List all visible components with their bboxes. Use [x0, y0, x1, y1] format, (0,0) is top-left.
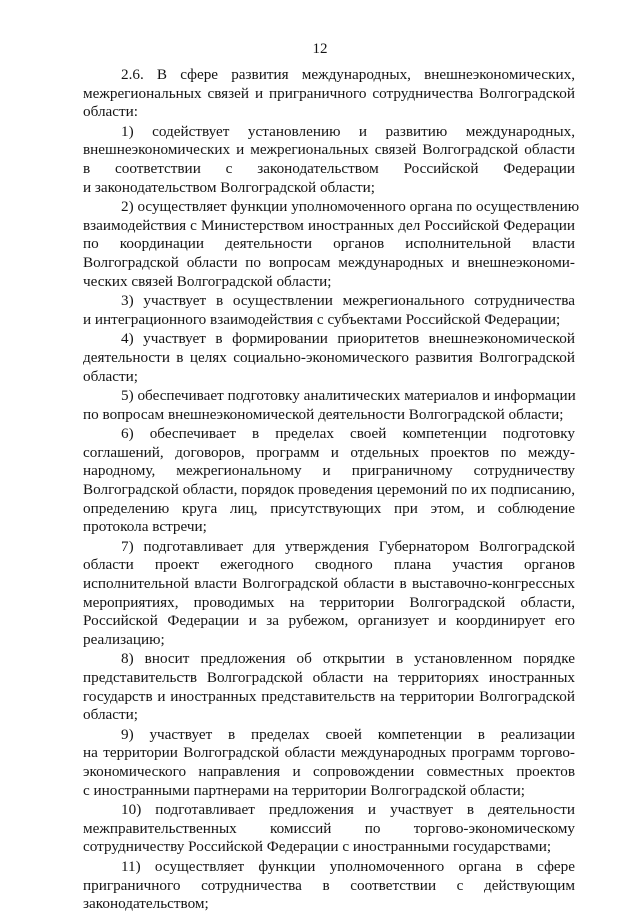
paragraph-line: сотрудничеству Российской Федерации с иностранными государствами; [83, 838, 552, 856]
paragraph-line: и интеграционного взаимодействия с субъектами Российской Федерации; [83, 310, 561, 328]
paragraph-line: по координации деятельности органов исполнительной власти [83, 235, 575, 253]
paragraph-line: 10) подготавливает предложения и участвует в деятельности [121, 801, 575, 819]
paragraph-line: на территории Волгоградской области международных программ торгово- [83, 744, 575, 762]
paragraph-line: представительств Волгоградской области на территориях иностранных [83, 669, 575, 686]
paragraph-line: 3) участвует в осуществлении межрегионального сотрудничества [121, 292, 575, 310]
paragraph-line: Волгоградской области, порядок проведения церемоний по их подписанию, [83, 481, 575, 499]
paragraph-line: в соответствии с законодательством Российской Федерации [83, 159, 575, 177]
paragraph-line: по вопросам внешнеэкономической деятельности Волгоградской области; [83, 405, 564, 423]
paragraph-line: Российской Федерации и за рубежом, организует и координирует его [83, 612, 575, 630]
paragraph-11 [83, 801, 575, 857]
paragraph-line: Волгоградской области по вопросам международных и внешнеэкономи- [83, 253, 575, 271]
paragraph-9 [83, 650, 575, 724]
paragraph-line: 2) осуществляет функции уполномоченного органа по осуществлению [121, 198, 580, 216]
paragraph-line: области: [83, 103, 138, 121]
paragraph-line: приграничного сотрудничества в соответствии с действующим [83, 876, 575, 894]
paragraph-6 [83, 387, 575, 424]
paragraph-line: реализацию; [83, 630, 165, 648]
paragraph-line: межправительственных комиссий по торгово-экономическому [83, 819, 575, 837]
paragraph-line: 4) участвует в формировании приоритетов внешнеэкономической [121, 330, 575, 348]
paragraph-line: соглашений, договоров, программ и отдельных проектов по между- [83, 443, 575, 461]
paragraph-10 [83, 726, 575, 800]
paragraph-line: ческих связей Волгоградской области; [83, 272, 332, 290]
paragraph-line: 9) участвует в пределах своей компетенции в реализации [121, 725, 575, 743]
paragraph-line: определению круга лиц, присутствующих при этом, и соблюдение [83, 499, 575, 517]
page-number: 12 [312, 41, 328, 57]
paragraph-line: 5) обеспечивает подготовку аналитических материалов и информации [121, 387, 576, 405]
paragraph-line: и законодательством Волгоградской области; [83, 178, 375, 196]
paragraph-12 [83, 858, 575, 914]
paragraph-8 [83, 538, 575, 650]
paragraph-line: области; [83, 706, 138, 724]
paragraph-line: мероприятиях, проводимых на территории Волгоградской области, [83, 593, 575, 611]
paragraph-line: 1) содействует установлению и развитию международных, [121, 122, 575, 140]
paragraph-line: экономического направления и сопровождении совместных проектов [83, 762, 575, 780]
paragraph-line: законодательством; [83, 895, 209, 913]
paragraph-3 [83, 198, 580, 291]
paragraph-1 [83, 66, 575, 122]
paragraph-line: деятельности в целях социально-экономического развития Волгоградской [83, 348, 575, 366]
paragraph-line: области проект ежегодного сводного плана участия органов [83, 556, 575, 574]
paragraph-4 [83, 292, 575, 329]
paragraph-line: 7) подготавливает для утверждения Губернатором Волгоградской [121, 537, 575, 555]
paragraph-line: 11) осуществляет функции уполномоченного органа в сфере [121, 857, 575, 875]
paragraph-line: межрегиональных связей и приграничного сотрудничества Волгоградской [83, 84, 575, 102]
paragraph-line: 6) обеспечивает в пределах своей компетенции подготовку [121, 425, 575, 443]
paragraph-line: народному, межрегиональному и приграничному сотрудничеству [83, 462, 575, 480]
paragraph-line: 8) вносит предложения об открытии в установленном порядке [121, 650, 575, 668]
paragraph-line: внешнеэкономических и межрегиональных связей Волгоградской области [83, 141, 575, 159]
paragraph-7 [83, 425, 575, 537]
paragraph-line: области; [83, 367, 138, 385]
paragraph-line: взаимодействия с Министерством иностранных дел Российской Федерации [83, 216, 575, 234]
paragraph-2 [83, 123, 575, 197]
paragraph-line: протокола встречи; [83, 518, 207, 536]
paragraph-line: государств и иностранных представительств на территории Волгоградской [83, 687, 575, 705]
paragraph-line: 2.6. В сфере развития международных, внешнеэкономических, [121, 66, 575, 83]
paragraph-line: с иностранными партнерами на территории Волгоградской области; [83, 781, 526, 799]
paragraph-5 [83, 330, 575, 386]
paragraph-line: исполнительной власти Волгоградской области в выставочно-конгрессных [83, 575, 575, 593]
document-body [83, 66, 580, 915]
